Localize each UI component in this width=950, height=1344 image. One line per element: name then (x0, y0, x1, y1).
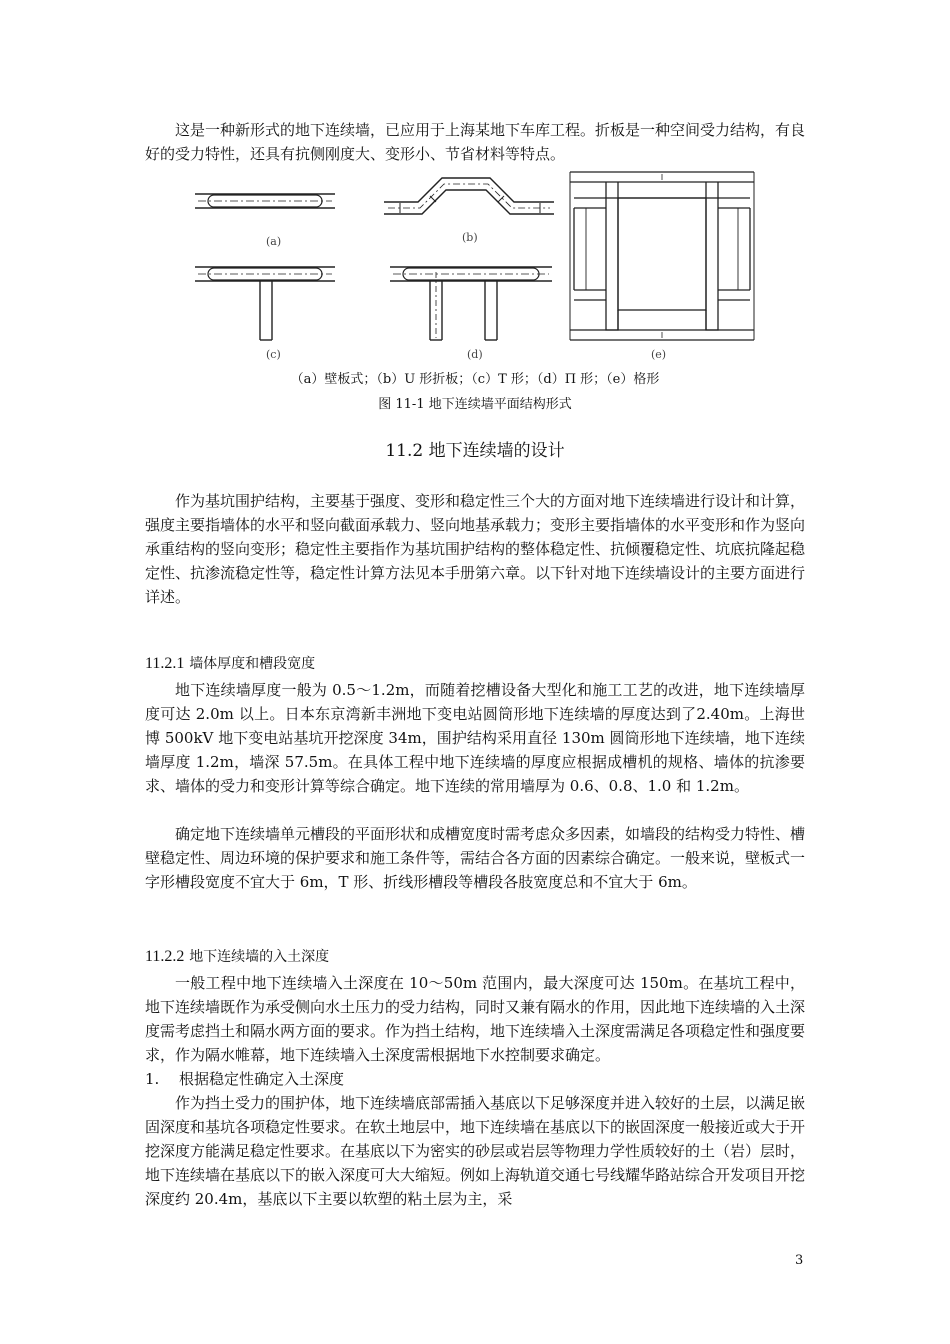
list-item-1 (145, 1067, 344, 1091)
subsection-2-title: 地下连续墙的入土深度 (189, 949, 330, 965)
figure-e-grid-shape (566, 168, 758, 343)
section-intro-paragraph: 作为基坑围护结构，主要基于强度、变形和稳定性三个大的方面对地下连续墙进行设计和计算，强度主要指墙体的水平和竖向截面承载力、竖向地基承载力；变形主要指墙体的水平变形和作为竖向承重结构的竖向变形；稳定性主要指作为基坑围护结构的整体稳定性、抗倾覆稳定性、坑底抗隆起稳定性、抗渗流稳定性等，稳定性计算方法见本手册第六章。以下针对地下连续墙设计的主要方面进行详述。 (145, 492, 806, 606)
subsection-2-paragraph-1: 一般工程中地下连续墙入土深度在 10～50m 范围内，最大深度可达 150m。在基坑工程中，地下连续墙既作为承受侧向水土压力的受力结构，同时又兼有隔水的作用，因此地下连续墙的入土深度需考虑挡土和隔水两方面的要求。作为挡土结构，地下连续墙入土深度需满足各项稳定性和强度要求，作为隔水帷幕，地下连续墙入土深度需根据地下水控制要求确定。 (145, 974, 806, 1064)
subsection-1-paragraph-1: 地下连续墙厚度一般为 0.5～1.2m，而随着挖槽设备大型化和施工工艺的改进，地下连续墙厚度可达 2.0m 以上。日本东京湾新丰洲地下变电站圆筒形地下连续墙的厚度达到了2.40m。上海世博 500kV 地下变电站基坑开挖深度 34m，围护结构采用直径 130m 圆筒形地下连续墙，地下连续墙厚度 1.2m，墙深 57.5m。在具体工程中地下连续墙的厚度应根据成槽机的规格、墙体的抗渗要求、墙体的受力和变形计算等综合确定。地下连续的常用墙厚为 0.6、0.8、1.0 和 1.2m。 (145, 681, 805, 795)
subsection-1-number: 11.2.1 (145, 655, 185, 672)
figure-a-panel-wall (190, 186, 340, 216)
figure-legend: （a）壁板式；（b）U 形折板；（c）T 形；（d）Π 形；（e）格形 (290, 372, 660, 387)
page-number: 3 (795, 1253, 804, 1268)
figure-b-folded-plate (380, 168, 558, 218)
subsection-1-heading (145, 653, 315, 674)
figure-a-label: (a) (266, 235, 282, 248)
figure-c-label: (c) (266, 348, 281, 361)
list-item-1-number: 1. (145, 1070, 160, 1088)
subsection-1-title: 墙体厚度和槽段宽度 (189, 656, 316, 672)
figure-c-t-shape (190, 262, 340, 344)
section-title: 11.2 地下连续墙的设计 (385, 441, 565, 461)
figure-d-label: (d) (467, 348, 483, 361)
figure-d-pi-shape (385, 262, 557, 344)
list-item-1-title: 根据稳定性确定入土深度 (179, 1070, 345, 1088)
figure-b-label: (b) (462, 231, 478, 244)
subsection-2-number: 11.2.2 (145, 948, 185, 965)
subsection-1-paragraph-2: 确定地下连续墙单元槽段的平面形状和成槽宽度时需考虑众多因素，如墙段的结构受力特性、槽壁稳定性、周边环境的保护要求和施工条件等，需结合各方面的因素综合确定。一般来说，壁板式一字形槽段宽度不宜大于 6m，T 形、折线形槽段等槽段各肢宽度总和不宜大于 6m。 (145, 825, 806, 891)
figure-title: 图 11-1 地下连续墙平面结构形式 (378, 397, 572, 412)
subsection-2-paragraph-2: 作为挡土受力的围护体，地下连续墙底部需插入基底以下足够深度并进入较好的土层，以满足嵌固深度和基坑各项稳定性要求。在软土地层中，地下连续墙在基底以下的嵌固深度一般接近或大于开挖深度方能满足稳定性要求。在基底以下为密实的砂层或岩层等物理力学性质较好的土（岩）层时，地下连续墙在基底以下的嵌入深度可大大缩短。例如上海轨道交通七号线耀华路站综合开发项目开挖深度约 20.4m，基底以下主要以软塑的粘土层为主，采 (145, 1094, 806, 1208)
subsection-2-heading (145, 946, 329, 967)
intro-paragraph: 这是一种新形式的地下连续墙，已应用于上海某地下车库工程。折板是一种空间受力结构，有良好的受力特性，还具有抗侧刚度大、变形小、节省材料等特点。 (145, 121, 806, 163)
figure-e-label: (e) (651, 348, 667, 361)
